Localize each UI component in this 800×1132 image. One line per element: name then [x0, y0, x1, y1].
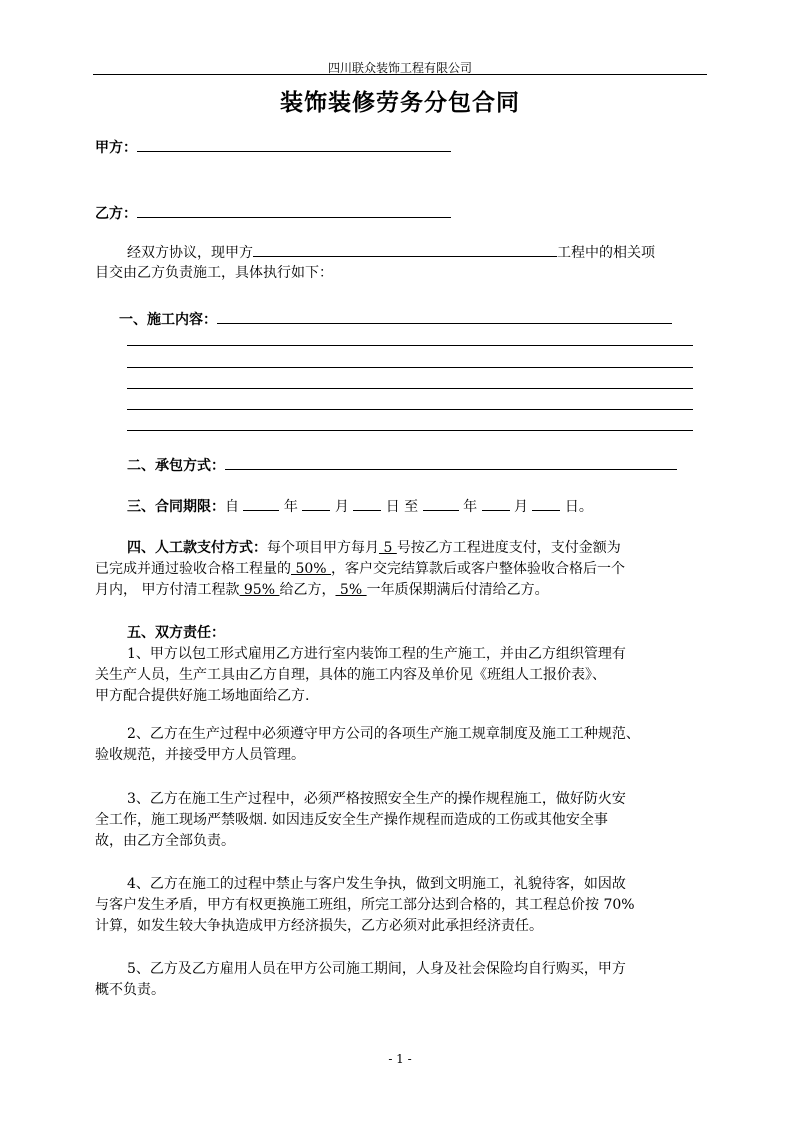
section3-label: 三、合同期限： [127, 499, 225, 515]
section2-line [127, 454, 677, 477]
start-day-blank [353, 495, 381, 511]
section4-text-4: ，客户交完结算款后或客户整体验收合格后一个 [331, 561, 626, 577]
section4-text-5: 月内， 甲方付清工程款 [95, 582, 240, 598]
section3-month-1: 月 [334, 499, 349, 515]
section3-day-1: 日 [385, 499, 400, 515]
section4-text-6: 给乙方， [279, 582, 336, 598]
intro-line-2: 目交由乙方负责施工，具体执行如下： [95, 265, 333, 281]
responsibility-1-line-1: 1、甲方以包工形式雇用乙方进行室内装饰工程的生产施工，并由乙方组织管理有 [127, 646, 626, 662]
page-number: - 1 - [388, 1052, 412, 1066]
section4-text-2: 号按乙方工程进度支付，支付金额为 [396, 540, 621, 556]
section1-label: 一、施工内容： [119, 312, 217, 328]
responsibility-5-line-1: 5、乙方及乙方雇用人员在甲方公司施工期间，人身及社会保险均自行购买，甲方 [127, 961, 626, 977]
section3-from: 自 [225, 499, 239, 515]
warranty-percent-value: 5% [335, 582, 367, 598]
responsibility-3-line-2: 全工作，施工现场严禁吸烟. 如因违反安全生产操作规程而造成的工伤或其他安全事 [95, 812, 608, 828]
header-divider [93, 74, 707, 75]
section3-month-2: 月 [513, 499, 528, 515]
company-header: 四川联众装饰工程有限公司 [327, 61, 472, 75]
intro-prefix: 经双方协议，现甲方 [127, 245, 253, 261]
party-a-line [95, 136, 451, 159]
section4-line-1 [127, 538, 621, 559]
responsibility-3-line-3: 故，由乙方全部负责。 [95, 833, 235, 849]
intro-suffix: 工程中的相关项 [557, 245, 655, 261]
responsibility-4-line-2: 与客户发生矛盾，甲方有权更换施工班组，所完工部分达到合格的，其工程总价按 70% [95, 897, 635, 913]
section4-text-7: 一年质保期满后付清给乙方。 [366, 582, 549, 598]
section3-to: 至 [404, 499, 419, 515]
party-a-label: 甲方： [95, 140, 137, 156]
section2-label: 二、承包方式： [127, 458, 225, 474]
responsibility-2-line-2: 验收规范，并接受甲方人员管理。 [95, 747, 305, 763]
section3-year-1: 年 [283, 499, 298, 515]
start-year-blank [243, 495, 279, 511]
section5-label: 五、双方责任： [127, 625, 225, 641]
responsibility-1-line-2: 关生产人员，生产工具由乙方自理，具体的施工内容及单价见《班组人工报价表》、 [95, 667, 606, 683]
start-month-blank [302, 495, 330, 511]
payment-percent-value: 50% [291, 561, 332, 577]
section4-text-3: 已完成并通过验收合格工程量的 [95, 561, 291, 577]
responsibility-3-line-1: 3、乙方在施工生产过程中，必须严格按照安全生产的操作规程施工，做好防火安 [127, 791, 626, 807]
section1-rule-2 [127, 367, 693, 368]
end-day-blank [532, 495, 560, 511]
party-b-blank [137, 202, 451, 218]
section1-blank [217, 308, 672, 324]
intro-line-1 [127, 241, 655, 264]
section1-line [119, 308, 672, 331]
section1-rule-3 [127, 388, 693, 389]
party-b-line [95, 202, 451, 225]
section4-line-2 [95, 559, 625, 580]
section3-line [127, 495, 593, 518]
party-b-label: 乙方： [95, 206, 137, 222]
section1-rule-4 [127, 409, 693, 410]
section4-line-3 [95, 580, 549, 601]
document-title: 装饰装修劳务分包合同 [280, 90, 520, 116]
settlement-percent-value: 95% [239, 582, 280, 598]
section1-rule-1 [127, 345, 693, 346]
section2-blank [225, 454, 677, 470]
section3-year-2: 年 [463, 499, 478, 515]
section1-rule-5 [127, 430, 693, 431]
section4-label: 四、人工款支付方式： [127, 540, 267, 556]
end-month-blank [482, 495, 510, 511]
payment-day-value: 5 [379, 540, 397, 556]
responsibility-4-line-3: 计算，如发生较大争执造成甲方经济损失，乙方必须对此承担经济责任。 [95, 918, 543, 934]
responsibility-5-line-2: 概不负责。 [95, 982, 165, 998]
section3-day-end: 日。 [564, 499, 593, 515]
responsibility-4-line-1: 4、乙方在施工的过程中禁止与客户发生争执，做到文明施工，礼貌待客，如因故 [127, 876, 626, 892]
intro-project-blank [253, 241, 557, 257]
party-a-blank [137, 136, 451, 152]
responsibility-2-line-1: 2、乙方在生产过程中必须遵守甲方公司的各项生产施工规章制度及施工工种规范、 [127, 726, 640, 742]
end-year-blank [423, 495, 459, 511]
section4-text-1: 每个项目甲方每月 [267, 540, 379, 556]
responsibility-1-line-3: 甲方配合提供好施工场地面给乙方. [95, 688, 310, 704]
